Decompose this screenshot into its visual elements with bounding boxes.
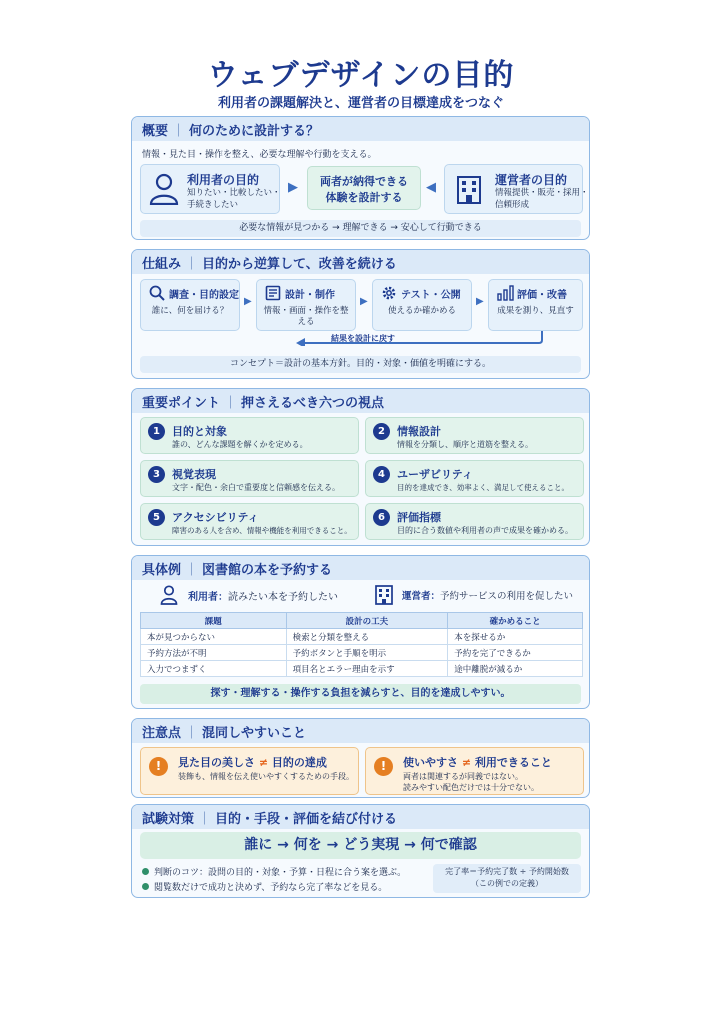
point-item [365, 503, 584, 540]
bullet-icon [142, 868, 149, 875]
point-number: 1 [148, 423, 165, 440]
step-test [372, 279, 472, 331]
example-heading-sub: 図書館の本を予約する [202, 563, 333, 578]
mechanism-section [131, 249, 590, 379]
point-title: 評価指標 [397, 511, 441, 524]
exam-heading-label: 試験対策 [142, 812, 195, 827]
step-design [256, 279, 356, 331]
caution-desc-2: 読みやすい配色だけでは十分でない。 [403, 783, 539, 792]
point-title: 情報設計 [397, 425, 441, 438]
table-cell: 途中離脱が減るか [448, 661, 583, 677]
example-user [188, 588, 338, 603]
table-header-cell: 課題 [141, 613, 287, 629]
point-number: 2 [373, 423, 390, 440]
user-purpose-title: 利用者の目的 [187, 173, 260, 187]
search-icon [149, 285, 165, 301]
points-heading [132, 389, 589, 413]
example-user-text: 読みたい本を予約したい [228, 592, 338, 603]
bullet-icon [142, 883, 149, 890]
user-icon [160, 585, 178, 605]
point-title: 目的と対象 [172, 425, 227, 438]
step-design-title: 設計・制作 [285, 290, 335, 301]
not-equal-icon: ≠ [258, 756, 269, 769]
point-desc: 情報を分類し、順序と道筋を整える。 [397, 440, 533, 449]
caution-term-a: 見た目の美しさ [178, 756, 255, 769]
example-heading [132, 556, 589, 580]
point-number: 5 [148, 509, 165, 526]
point-item [140, 503, 359, 540]
arrow-right-icon: ▶ [244, 296, 252, 307]
table-header-cell: 確かめること [448, 613, 583, 629]
table-row [141, 661, 583, 677]
points-section [131, 388, 590, 546]
step-research-title: 調査・目的設定 [169, 290, 239, 301]
table-cell: 本を探せるか [448, 629, 583, 645]
step-evaluate-desc: 成果を測り、見直す [497, 306, 574, 316]
exam-tip-1-text: 判断のコツ：設問の目的・対象・予算・日程に合う案を選ぶ。 [154, 868, 407, 878]
overview-summary: 必要な情報が見つかる → 理解できる → 安心して行動できる [140, 220, 581, 237]
point-number: 6 [373, 509, 390, 526]
caution-desc-1: 両者は関連するが同義ではない。 [403, 772, 523, 781]
warning-icon: ! [374, 757, 393, 776]
caution-term-b: 利用できること [474, 756, 552, 769]
user-purpose-desc-2: 手続きしたい [187, 200, 239, 210]
point-item [365, 460, 584, 497]
table-cell: 本が見つからない [141, 629, 287, 645]
arrow-right-icon: ▶ [288, 180, 298, 195]
point-item [365, 417, 584, 454]
point-desc: 文字・配色・余白で重要度と信頼感を伝える。 [172, 483, 340, 492]
table-header-row [141, 613, 583, 629]
heading-separator: ｜ [185, 726, 199, 741]
example-table [140, 612, 583, 677]
operator-purpose-card [444, 164, 589, 214]
mechanism-heading-sub: 目的から逆算して、改善を続ける [202, 257, 397, 272]
table-cell: 予約ボタンと手順を明示 [286, 645, 448, 661]
example-user-label: 利用者： [188, 592, 228, 603]
point-number: 4 [373, 466, 390, 483]
arrow-left-icon: ◀ [426, 180, 436, 195]
table-row [141, 645, 583, 661]
point-desc: 目的に合う数値や利用者の声で成果を確かめる。 [397, 526, 573, 535]
building-icon [374, 584, 394, 605]
heading-separator: ｜ [185, 257, 199, 272]
heading-separator: ｜ [198, 812, 212, 827]
page-subtitle: 利用者の課題解決と、運営者の目標達成をつなぐ [217, 96, 504, 111]
exam-heading [132, 805, 589, 829]
example-section [131, 555, 590, 709]
table-cell: 予約を完了できるか [448, 645, 583, 661]
feedback-loop-label: 結果を設計に戻す [331, 334, 395, 343]
heading-separator: ｜ [185, 563, 199, 578]
heading-separator: ｜ [172, 124, 186, 139]
completion-rate-formula [433, 864, 581, 893]
example-operator-text: 予約サービスの利用を促したい [440, 591, 574, 602]
caution-title [403, 754, 552, 770]
warning-icon: ! [149, 757, 168, 776]
operator-purpose-desc-1: 情報提供・販売・採用・ [495, 188, 589, 198]
caution-heading-sub: 混同しやすいこと [202, 726, 307, 741]
step-design-desc: 情報・画面・操作を整える [263, 306, 349, 327]
table-row [141, 629, 583, 645]
caution-card-aesthetics [140, 747, 359, 795]
exam-heading-sub: 目的・手段・評価を結び付ける [215, 812, 398, 827]
point-title: アクセシビリティ [172, 511, 259, 524]
point-desc: 誰の、どんな課題を解くかを定める。 [172, 440, 308, 449]
table-header-cell: 設計の工夫 [286, 613, 448, 629]
table-cell: 入力でつまずく [141, 661, 287, 677]
overview-heading-sub: 何のために設計する？ [189, 124, 320, 139]
point-title: 視覚表現 [172, 468, 216, 481]
overview-lead: 情報・見た目・操作を整え、必要な理解や行動を支える。 [142, 150, 377, 160]
shared-goal-card [307, 166, 421, 210]
exam-section [131, 804, 590, 898]
caution-term-b: 目的の達成 [271, 756, 327, 769]
operator-purpose-desc-2: 信頼形成 [495, 200, 530, 210]
exam-tip-2 [142, 880, 387, 893]
bar-chart-icon [497, 285, 515, 301]
step-evaluate [488, 279, 583, 331]
table-cell: 検索と分類を整える [286, 629, 448, 645]
arrow-right-icon: ▶ [360, 296, 368, 307]
caution-term-a: 使いやすさ [403, 756, 458, 769]
step-research [140, 279, 240, 331]
caution-section [131, 718, 590, 798]
mechanism-summary: コンセプト＝設計の基本方針。目的・対象・価値を明確にする。 [140, 356, 581, 373]
step-evaluate-title: 評価・改善 [517, 290, 567, 301]
point-item [140, 417, 359, 454]
gear-icon [381, 285, 397, 301]
heading-separator: ｜ [224, 396, 238, 411]
step-research-desc: 誰に、何を届ける？ [151, 306, 229, 316]
overview-heading-label: 概要 [142, 124, 169, 139]
user-purpose-desc-1: 知りたい・比較したい・ [187, 188, 281, 198]
arrow-right-icon: ▶ [476, 296, 484, 307]
caution-card-usability [365, 747, 584, 795]
example-operator-label: 運営者： [402, 591, 441, 602]
table-cell: 項目名とエラー理由を示す [286, 661, 448, 677]
caution-title [178, 754, 327, 770]
overview-heading [132, 117, 589, 141]
point-title: ユーザビリティ [397, 468, 473, 481]
exam-tip-1 [142, 865, 406, 878]
caution-desc: 装飾も、情報を伝え使いやすくするための手段。 [178, 772, 354, 781]
points-heading-sub: 押さえるべき六つの視点 [241, 396, 385, 411]
page-title: ウェブデザインの目的 [207, 58, 515, 93]
step-test-title: テスト・公開 [401, 290, 461, 301]
building-icon [455, 174, 483, 204]
mechanism-heading [132, 250, 589, 274]
formula-line-2: （この例での定義） [471, 879, 543, 888]
point-item [140, 460, 359, 497]
user-purpose-card [140, 164, 280, 214]
point-desc: 目的を達成でき、効率よく、満足して使えること。 [397, 483, 570, 492]
example-operator [402, 588, 573, 602]
shared-goal-line-2: 体験を設計する [325, 191, 403, 204]
example-summary: 探す・理解する・操作する負担を減らすと、目的を達成しやすい。 [140, 684, 581, 704]
overview-section [131, 116, 590, 240]
point-number: 3 [148, 466, 165, 483]
point-desc: 障害のある人を含め、情報や機能を利用できること。 [172, 526, 352, 535]
caution-heading [132, 719, 589, 743]
example-heading-label: 具体例 [142, 563, 182, 578]
operator-purpose-title: 運営者の目的 [495, 173, 568, 187]
document-icon [265, 285, 281, 301]
step-test-desc: 使えるか確かめる [387, 306, 456, 316]
exam-flow: 誰に → 何を → どう実現 → 何で確認 [140, 832, 581, 859]
caution-heading-label: 注意点 [142, 726, 182, 741]
points-heading-label: 重要ポイント [142, 396, 221, 411]
mechanism-heading-label: 仕組み [142, 257, 182, 272]
exam-tip-2-text: 閲覧数だけで成功と決めず、予約なら完了率などを見る。 [154, 883, 388, 893]
formula-line-1: 完了率＝予約完了数 ÷ 予約開始数 [445, 867, 569, 876]
table-cell: 予約方法が不明 [141, 645, 287, 661]
shared-goal-line-1: 両者が納得できる [320, 175, 408, 188]
not-equal-icon: ≠ [461, 756, 472, 769]
user-icon [149, 173, 179, 205]
